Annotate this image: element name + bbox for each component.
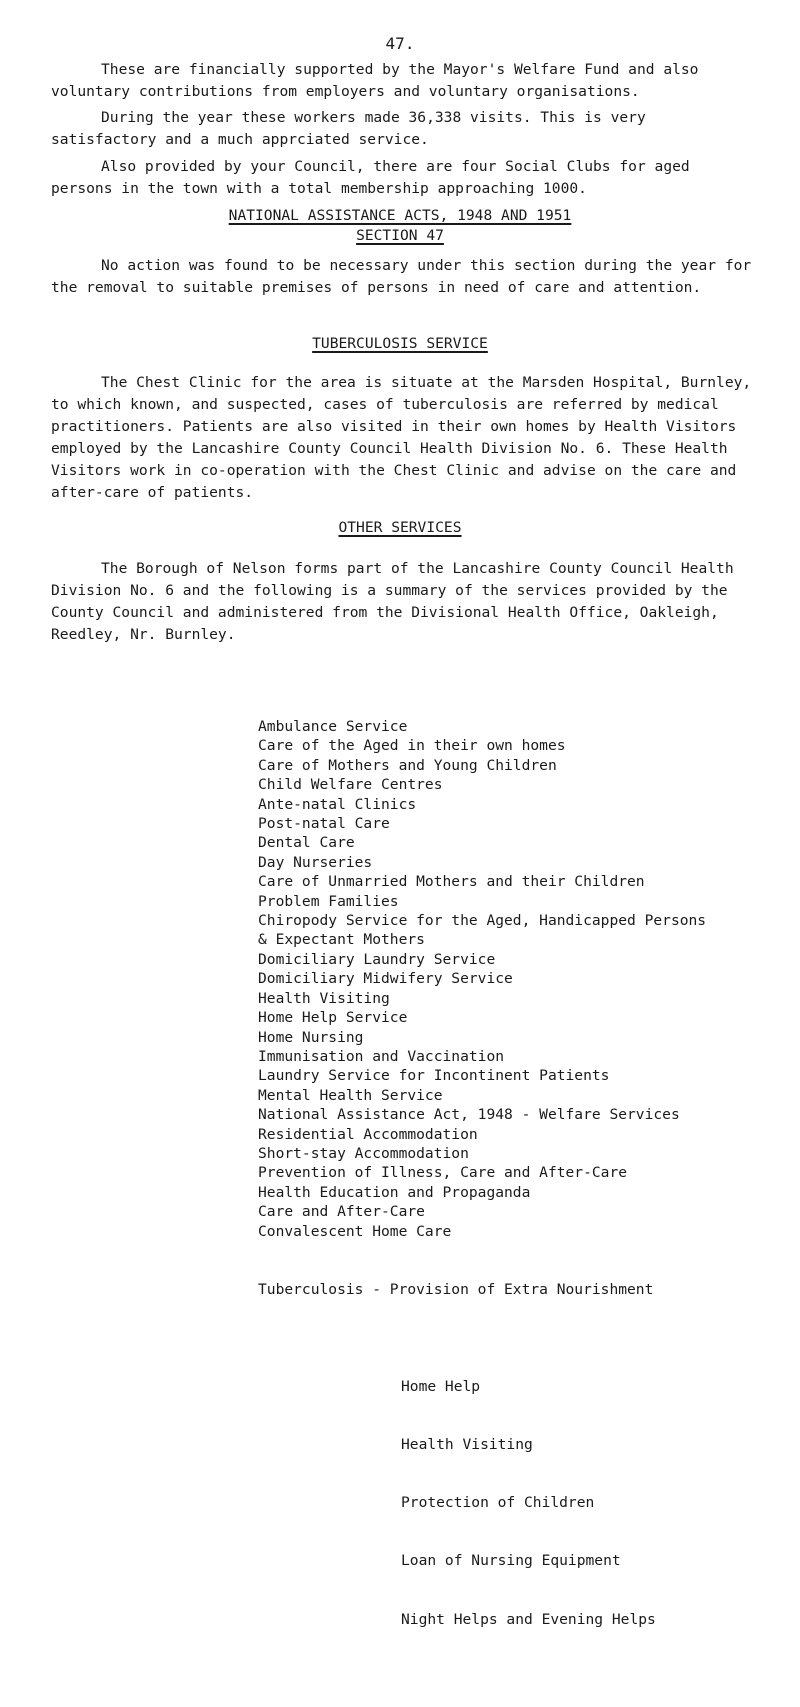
- list-item: Prevention of Illness, Care and After-Care: [258, 1164, 628, 1182]
- paragraph-section-47: No action was found to be necessary under this section during the year for the removal to suitable premises of persons in need of care and attention.: [51, 257, 752, 296]
- page-number: 47.: [385, 34, 415, 53]
- services-list: [258, 717, 706, 1707]
- list-item: Ante-natal Clinics: [258, 795, 417, 813]
- paragraph-visits: During the year these workers made 36,338 visits. This is very satisfactory and a much apprciated service.: [51, 109, 646, 148]
- list-item: Dental Care: [258, 834, 355, 852]
- list-item: National Assistance Act, 1948 - Welfare Services: [258, 1106, 680, 1124]
- list-item: Home Help Service: [258, 1009, 408, 1027]
- list-item: Care of Unmarried Mothers and their Children: [258, 873, 645, 891]
- heading-section-47: SECTION 47: [356, 227, 444, 244]
- list-item: Care of the Aged in their own homes: [258, 737, 566, 755]
- list-item: Child Welfare Centres: [258, 776, 443, 794]
- list-item: Residential Accommodation: [258, 1125, 478, 1143]
- list-item: Domiciliary Midwifery Service: [258, 970, 513, 988]
- list-item: Home Nursing: [258, 1028, 364, 1046]
- list-item: Loan of Nursing Equipment: [401, 1552, 621, 1570]
- paragraph-welfare-fund: These are financially supported by the Mayor's Welfare Fund and also voluntary contributions from employers and voluntary organisations.: [51, 61, 699, 100]
- list-item: Health Education and Propaganda: [258, 1183, 531, 1201]
- list-item: Domiciliary Laundry Service: [258, 950, 496, 968]
- tuberculosis-sublist: [258, 1338, 706, 1668]
- list-item: Chiropody Service for the Aged, Handicapped Persons: [258, 912, 707, 930]
- list-item: Protection of Children: [401, 1494, 595, 1512]
- list-item: Health Visiting: [401, 1436, 533, 1454]
- list-item: & Expectant Mothers: [258, 931, 425, 949]
- paragraph-social-clubs: Also provided by your Council, there are four Social Clubs for aged persons in the town with a total membership approaching 1000.: [51, 158, 690, 197]
- paragraph-chest-clinic: The Chest Clinic for the area is situate at the Marsden Hospital, Burnley, to which known, and suspected, cases of tuberculosis are referred by medical practitioners. Patients are also visited in their own homes by Health Visitors employed by the Lancashire County Council Health Division No. 6. These Health Visitors work in co-operation with the Chest Clinic and advise on the care and after-care of patients.: [51, 374, 752, 501]
- heading-national-assistance: NATIONAL ASSISTANCE ACTS, 1948 AND 1951: [228, 207, 572, 224]
- list-item: Care and After-Care: [258, 1203, 425, 1221]
- list-item: Day Nurseries: [258, 853, 373, 871]
- list-item: Care of Mothers and Young Children: [258, 756, 557, 774]
- list-item: Laundry Service for Incontinent Patients: [258, 1067, 610, 1085]
- list-item: Home Help: [401, 1377, 481, 1395]
- heading-tuberculosis-service: TUBERCULOSIS SERVICE: [312, 335, 488, 352]
- heading-other-services: OTHER SERVICES: [338, 519, 462, 536]
- list-item: Night Helps and Evening Helps: [401, 1610, 656, 1628]
- list-item: Ambulance Service: [258, 718, 408, 735]
- list-item: Post-natal Care: [258, 815, 390, 833]
- list-item: Mental Health Service: [258, 1086, 443, 1104]
- list-item: Health Visiting: [258, 989, 390, 1007]
- list-item-tuberculosis: [258, 1241, 706, 1707]
- paragraph-borough-of-nelson: The Borough of Nelson forms part of the Lancashire County Council Health Division No. 6 and the following is a summary of the services provided by the County Council and administered from the Divisional Health Office, Oakleigh, Reedley, Nr. Burnley.: [51, 560, 734, 643]
- list-item: Problem Families: [258, 892, 399, 910]
- tuberculosis-line: Tuberculosis - Provision of Extra Nourishment: [258, 1280, 654, 1298]
- list-item: Immunisation and Vaccination: [258, 1047, 505, 1065]
- list-item: Short-stay Accommodation: [258, 1144, 469, 1162]
- list-item: Convalescent Home Care: [258, 1222, 452, 1240]
